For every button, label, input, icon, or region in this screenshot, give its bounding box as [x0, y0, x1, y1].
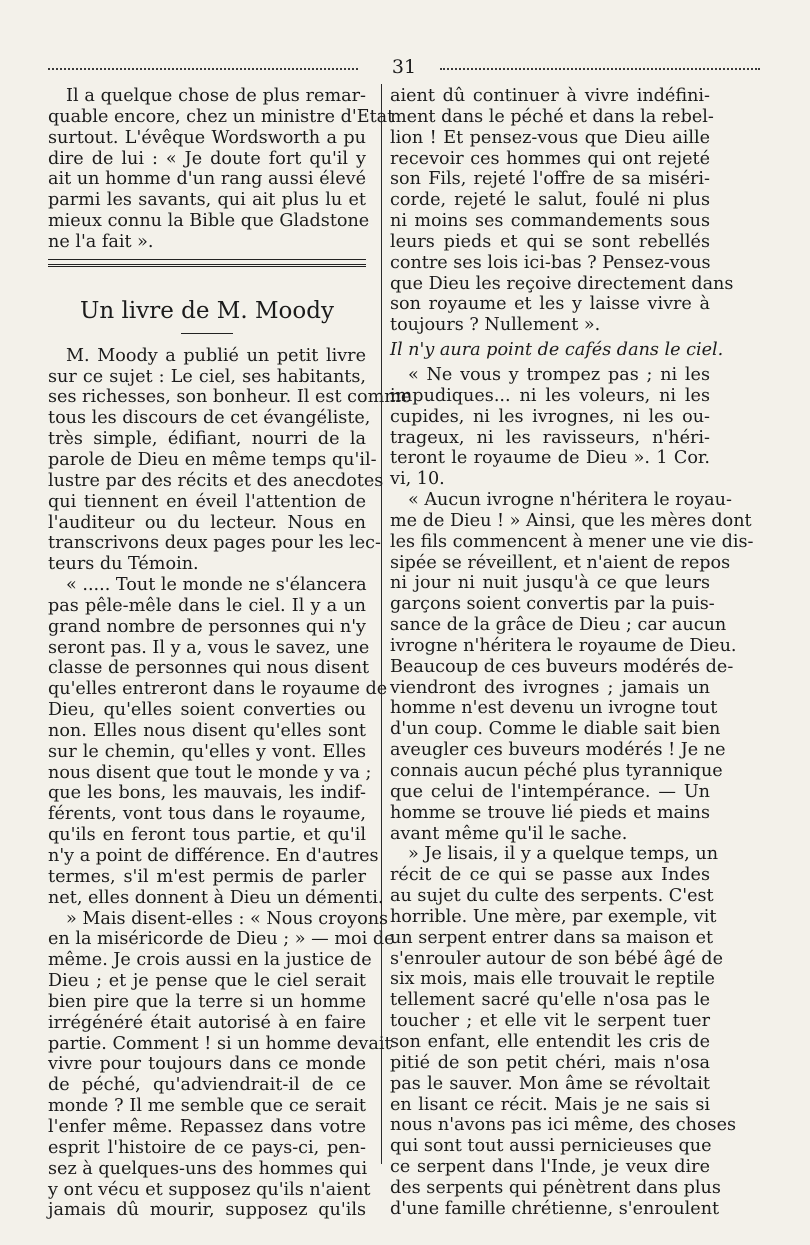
text-line: corde, rejeté le salut, foulé ni plus: [390, 190, 710, 211]
text-line: viendront des ivrognes ; jamais un: [390, 677, 710, 698]
text-line: parole de Dieu en même temps qu'il-: [48, 449, 377, 470]
text-line: esprit l'histoire de ce pays-ci, pen-: [48, 1137, 366, 1158]
text-line: irrégénéré était autorisé à en faire: [48, 1012, 366, 1033]
text-line: homme se trouve lié pieds et mains: [390, 802, 710, 823]
text-line: qu'ils en feront tous partie, et qu'il: [48, 825, 366, 846]
text-line: cupides, ni les ivrognes, ni les ou-: [390, 406, 710, 427]
text-line: nous disent que tout le monde y va ;: [48, 762, 372, 783]
text-line: aient dû continuer à vivre indéfini-: [390, 86, 710, 106]
text-line: connais aucun péché plus tyrannique: [390, 761, 723, 781]
text-line: que les bons, les mauvais, les indif-: [48, 783, 366, 804]
text-line: classe de personnes qui nous disent: [48, 658, 370, 679]
text-line: me de Dieu ! » Ainsi, que les mères dont: [390, 510, 752, 531]
section-divider-double: [48, 264, 366, 267]
text-line: d'un coup. Comme le diable sait bien: [390, 719, 721, 740]
text-line: de péché, qu'adviendrait-il de ce: [48, 1075, 366, 1096]
text-line: que Dieu les reçoive directement dans: [390, 273, 734, 294]
text-line: Beaucoup de ces buveurs modérés de-: [390, 656, 734, 677]
text-line: ne l'a fait ».: [48, 231, 154, 252]
text-line: son Fils, rejeté l'offre de sa miséri-: [390, 169, 710, 190]
text-line: ivrogne n'héritera le royaume de Dieu.: [390, 635, 737, 656]
text-line: l'enfer même. Repassez dans votre: [48, 1116, 366, 1137]
text-line: teurs du Témoin.: [48, 554, 199, 575]
text-line: pas le sauver. Mon âme se révoltait: [390, 1073, 710, 1094]
text-line: surtout. L'évêque Wordsworth a pu: [48, 127, 366, 148]
text-line: s'enrouler autour de son bébé âgé de: [390, 948, 723, 969]
text-line: horrible. Une mère, par exemple, vit: [390, 906, 717, 927]
text-line: qui sont tout aussi pernicieuses que: [390, 1136, 712, 1157]
text-line: nous n'avons pas ici même, des choses: [390, 1115, 737, 1136]
text-line: récit de ce qui se passe aux Indes: [390, 865, 710, 886]
text-line: net, elles donnent à Dieu un démenti.: [48, 887, 384, 908]
header-rule-right: [440, 68, 760, 70]
text-line: Il a quelque chose de plus remar-: [66, 86, 366, 106]
text-line: lustre par des récits et des anecdotes: [48, 470, 384, 491]
text-line: quable encore, chez un ministre d'Etat: [48, 106, 395, 127]
text-line: y ont vécu et supposez qu'ils n'aient: [48, 1179, 371, 1200]
text-line: seront pas. Il y a, vous le savez, une: [48, 637, 370, 658]
text-line: que celui de l'intempérance. — Un: [390, 781, 710, 802]
text-line: sur ce sujet : Le ciel, ses habitants,: [48, 366, 366, 387]
page-number: 31: [391, 56, 417, 78]
text-line: son royaume et les y laisse vivre à: [390, 294, 710, 315]
text-line: leurs pieds et qui se sont rebellés: [390, 231, 710, 252]
text-line: ses richesses, son bonheur. Il est comme: [48, 387, 412, 408]
text-line: ment dans le péché et dans la rebel-: [390, 106, 714, 127]
text-line: en lisant ce récit. Mais je ne sais si: [390, 1094, 710, 1115]
text-line: au sujet du culte des serpents. C'est: [390, 886, 714, 907]
text-line: trageux, ni les ravisseurs, n'héri-: [390, 427, 710, 448]
text-line: » Je lisais, il y a quelque temps, un: [408, 844, 719, 865]
text-line: » Mais disent-elles : « Nous croyons: [66, 908, 389, 929]
text-line: non. Elles nous disent qu'elles sont: [48, 720, 366, 741]
text-line: aveugler ces buveurs modérés ! Je ne: [390, 740, 726, 761]
article-body: [48, 345, 412, 1221]
text-line: très simple, édifiant, nourri de la: [48, 429, 366, 450]
text-line: monde ? Il me semble que ce serait: [48, 1096, 366, 1117]
title-underline: [181, 333, 233, 334]
text-line: Dieu, qu'elles soient converties ou: [48, 700, 366, 721]
text-line: ait un homme d'un rang aussi élevé: [48, 169, 366, 190]
text-line: M. Moody a publié un petit livre: [66, 345, 366, 366]
text-line: dire de lui : « Je doute fort qu'il y: [48, 148, 366, 169]
text-line: lion ! Et pensez-vous que Dieu aille: [390, 127, 710, 148]
text-line: même. Je crois aussi en la justice de: [48, 950, 372, 971]
text-line: parmi les savants, qui ait plus lu et: [48, 190, 366, 211]
text-line: recevoir ces hommes qui ont rejeté: [390, 148, 710, 169]
text-line: qui tiennent en éveil l'attention de: [48, 491, 366, 512]
section-title: Un livre de M. Moody: [80, 297, 334, 324]
text-line: impudiques... ni les voleurs, ni les: [390, 385, 710, 406]
text-line: Dieu ; et je pense que le ciel serait: [48, 971, 366, 992]
text-line: garçons soient convertis par la puis-: [390, 594, 715, 615]
text-line: toucher ; et elle vit le serpent tuer: [390, 1011, 710, 1032]
text-line: son enfant, elle entendit les cris de: [390, 1031, 710, 1052]
text-line: termes, s'il m'est permis de parler: [48, 866, 366, 887]
header-rule-left: [48, 68, 358, 70]
text-line: teront le royaume de Dieu ». 1 Cor.: [390, 448, 710, 469]
text-line: les fils commencent à mener une vie dis-: [390, 531, 754, 552]
text-line: contre ses lois ici-bas ? Pensez-vous: [390, 252, 711, 273]
article-continuation: [390, 86, 734, 336]
text-line: pitié de son petit chéri, mais n'osa: [390, 1052, 710, 1073]
text-line: des serpents qui pénètrent dans plus: [390, 1177, 721, 1198]
text-line: grand nombre de personnes qui n'y: [48, 616, 366, 637]
text-line: « ..... Tout le monde ne s'élancera: [66, 575, 367, 596]
text-line: sance de la grâce de Dieu ; car aucun: [390, 615, 727, 636]
page-header: [48, 56, 760, 78]
text-line: mieux connu la Bible que Gladstone: [48, 211, 370, 232]
section-divider: [48, 259, 366, 260]
text-line: sez à quelques-uns des hommes qui: [48, 1158, 368, 1179]
text-line: transcrivons deux pages pour les lec-: [48, 533, 381, 554]
text-line: six mois, mais elle trouvait le reptile: [390, 969, 715, 990]
intro-paragraph: [48, 86, 395, 253]
text-line: férents, vont tous dans le royaume,: [48, 804, 366, 825]
text-line: sur le chemin, qu'elles y vont. Elles: [48, 741, 366, 762]
text-line: l'auditeur ou du lecteur. Nous en: [48, 512, 366, 533]
text-line: bien pire que la terre si un homme: [48, 991, 366, 1012]
text-line: en la miséricorde de Dieu ; » — moi de: [48, 929, 395, 950]
column-separator: [381, 84, 382, 1164]
text-line: vivre pour toujours dans ce monde: [48, 1054, 366, 1075]
text-line: un serpent entrer dans sa maison et: [390, 927, 714, 948]
text-line: homme n'est devenu un ivrogne tout: [390, 698, 718, 719]
text-line: toujours ? Nullement ».: [390, 315, 601, 336]
text-line: jamais dû mourir, supposez qu'ils: [48, 1200, 366, 1221]
left-column: [48, 86, 412, 1221]
text-line: sipée se réveillent, et n'aient de repos: [390, 552, 731, 573]
text-line: vi, 10.: [390, 469, 445, 490]
text-line: tellement sacré qu'elle n'osa pas le: [390, 990, 710, 1011]
text-line: tous les discours de cet évangéliste,: [48, 408, 371, 429]
text-line: avant même qu'il le sache.: [390, 823, 628, 844]
text-line: pas pêle-mêle dans le ciel. Il y a un: [48, 595, 366, 616]
text-line: qu'elles entreront dans le royaume de: [48, 679, 388, 700]
text-line: ni jour ni nuit jusqu'à ce que leurs: [390, 573, 710, 594]
text-line: ce serpent dans l'Inde, je veux dire: [390, 1157, 710, 1178]
text-line: ni moins ses commandements sous: [390, 211, 710, 232]
article-body-continued: [390, 364, 754, 1220]
text-line: « Ne vous y trompez pas ; ni les: [408, 364, 710, 385]
text-line: d'une famille chrétienne, s'enroulent: [390, 1198, 720, 1219]
text-line: partie. Comment ! si un homme devait: [48, 1033, 392, 1054]
subheading: Il n'y aura point de cafés dans le ciel.: [390, 340, 724, 361]
text-line: « Aucun ivrogne n'héritera le royau-: [408, 490, 732, 511]
text-line: n'y a point de différence. En d'autres: [48, 846, 379, 866]
right-column: [390, 86, 754, 1220]
